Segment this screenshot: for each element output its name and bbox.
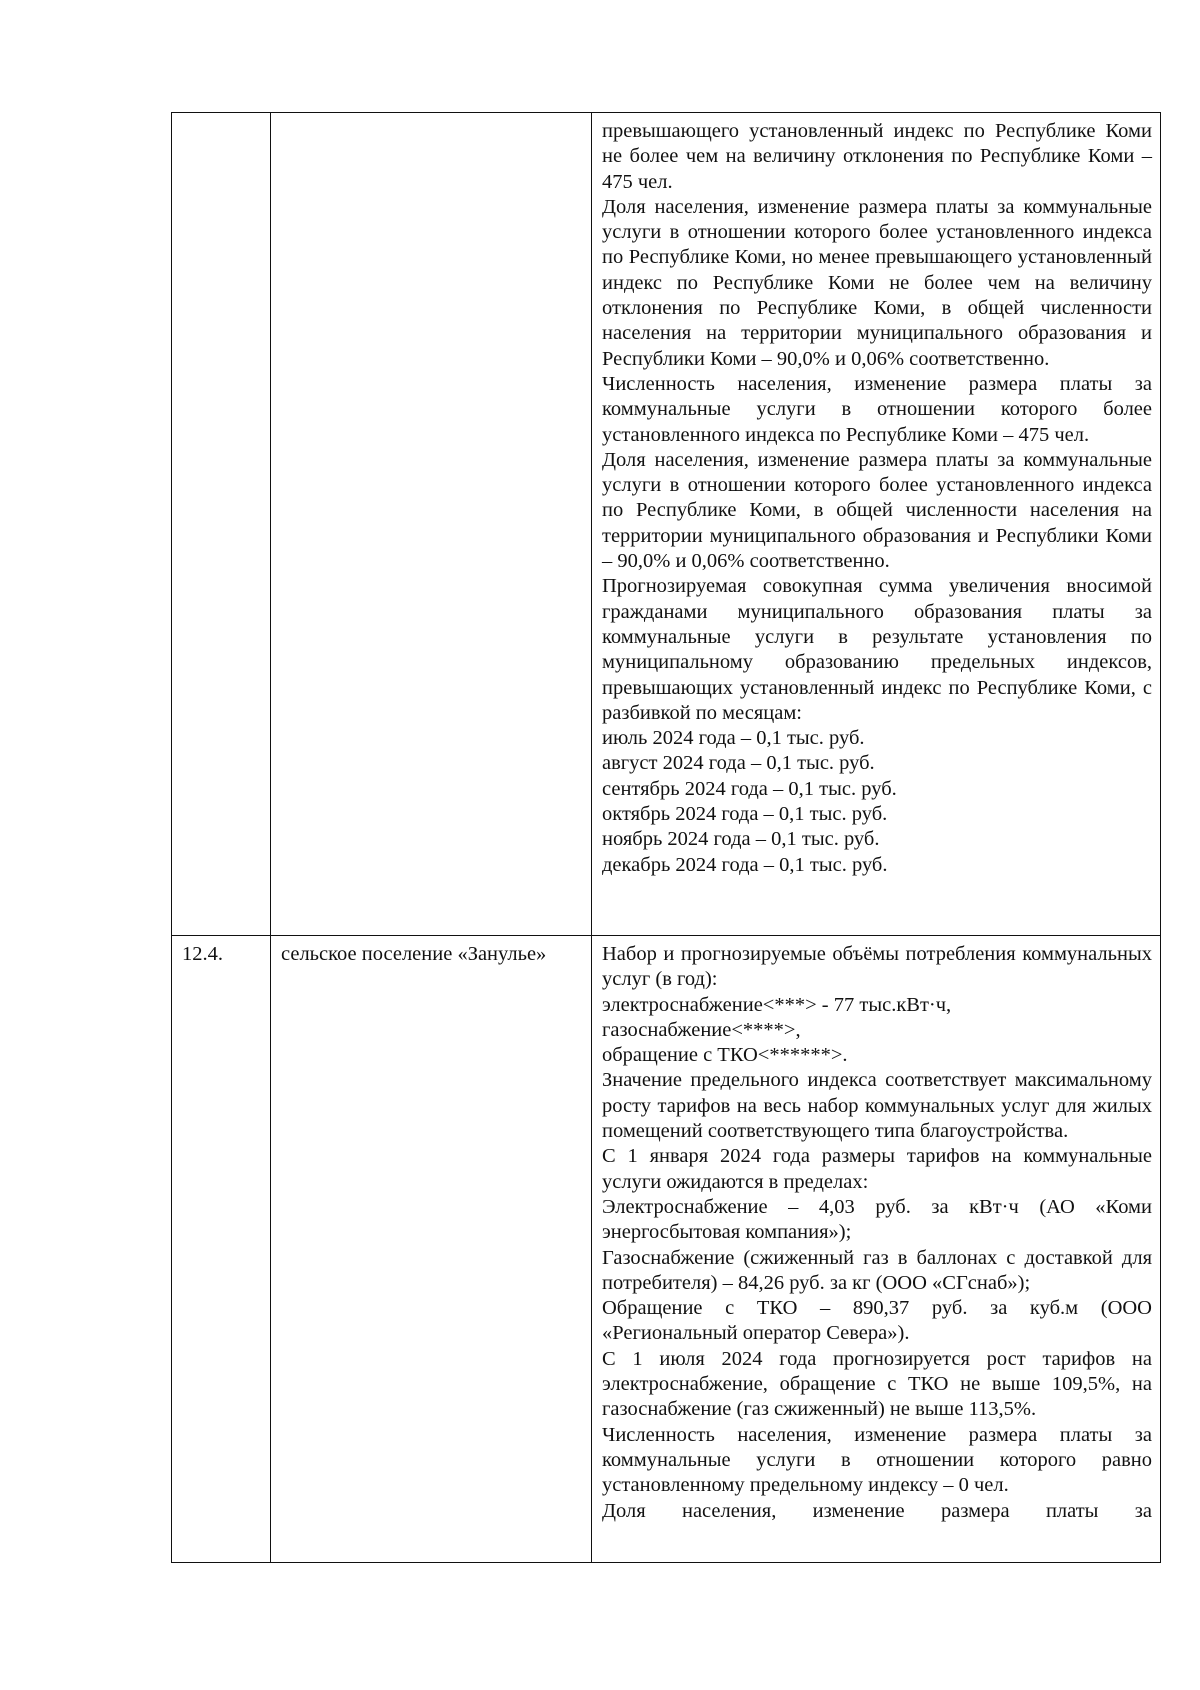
paragraph: Обращение с ТКО – 890,37 руб. за куб.м (ООО «Региональный оператор Севера»).	[602, 1297, 1152, 1345]
month-line: декабрь 2024 года – 0,1 тыс. руб.	[602, 853, 888, 876]
month-line: октябрь 2024 года – 0,1 тыс. руб.	[602, 803, 888, 826]
row-number: 12.4.	[182, 943, 223, 965]
paragraph: превышающего установленный индекс по Республике Коми не более чем на величину отклонения по Республике Коми – 475 чел.	[602, 120, 1152, 193]
paragraph: Набор и прогнозируемые объёмы потребления коммунальных услуг (в год):	[602, 943, 1152, 991]
month-line: ноябрь 2024 года – 0,1 тыс. руб.	[602, 828, 880, 851]
paragraph: Численность населения, изменение размера платы за коммунальные услуги в отношении которого более установленного индекса по Республике Коми – 475 чел.	[602, 372, 1152, 446]
month-line: июль 2024 года – 0,1 тыс. руб.	[602, 727, 865, 750]
row-number-cell	[172, 936, 271, 1563]
municipality-name: сельское поселение «Занулье»	[281, 943, 547, 965]
paragraph: Численность населения, изменение размера платы за коммунальные услуги в отношении которого равно установленному предельному индексу – 0 чел.	[602, 1423, 1152, 1497]
paragraph: Прогнозируемая совокупная сумма увеличения вносимой гражданами муниципального образования платы за коммунальные услуги в результате установления по муниципальному образованию предельных индексов, превышающих установленный индекс по Республике Коми, с разбивкой по месяцам:	[602, 575, 1152, 724]
month-line: сентябрь 2024 года – 0,1 тыс. руб.	[602, 777, 897, 800]
service-line: электроснабжение<***> - 77 тыс.кВт·ч,	[602, 993, 952, 1016]
table-row	[172, 936, 1161, 1563]
municipality-name-cell	[271, 936, 592, 1563]
municipality-name-cell	[271, 113, 592, 936]
paragraph: Доля населения, изменение размера платы за коммунальные услуги в отношении которого более установленного индекса по Республике Коми, в общей численности населения на территории муниципального образования и Республики Коми – 90,0% и 0,06% соответственно.	[602, 448, 1152, 573]
paragraph: Значение предельного индекса соответствует максимальному росту тарифов на весь набор коммунальных услуг для жилых помещений соответствующего типа благоустройства.	[602, 1069, 1152, 1143]
description-text	[592, 936, 1160, 1524]
municipality-name	[271, 113, 591, 119]
paragraph: Доля населения, изменение размера платы за	[602, 1499, 1152, 1522]
row-number	[172, 113, 270, 119]
paragraph: Электроснабжение – 4,03 руб. за кВт·ч (АО «Коми энергосбытовая компания»);	[602, 1195, 1152, 1244]
description-text	[592, 113, 1160, 878]
table-row	[172, 113, 1161, 936]
description-cell	[592, 113, 1161, 936]
service-line: обращение с ТКО<******>.	[602, 1044, 848, 1067]
description-cell	[592, 936, 1161, 1563]
paragraph: С 1 июля 2024 года прогнозируется рост тарифов на электроснабжение, обращение с ТКО не выше 109,5%, на газоснабжение (газ сжиженный) не выше 113,5%.	[602, 1347, 1152, 1421]
paragraph: Газоснабжение (сжиженный газ в баллонах с доставкой для потребителя) – 84,26 руб. за кг (ООО «СГснаб»);	[602, 1246, 1152, 1294]
service-line: газоснабжение<****>,	[602, 1018, 801, 1041]
data-table	[171, 112, 1161, 1563]
paragraph: С 1 января 2024 года размеры тарифов на коммунальные услуги ожидаются в пределах:	[602, 1145, 1152, 1193]
row-number-cell	[172, 113, 271, 936]
paragraph: Доля населения, изменение размера платы за коммунальные услуги в отношении которого более установленного индекса по Республике Коми, но менее превышающего установленный индекс по Республике Коми не более чем на величину отклонения по Республике Коми, в общей численности населения на территории муниципального образования и Республики Коми – 90,0% и 0,06% соответственно.	[602, 195, 1152, 370]
month-line: август 2024 года – 0,1 тыс. руб.	[602, 752, 875, 775]
